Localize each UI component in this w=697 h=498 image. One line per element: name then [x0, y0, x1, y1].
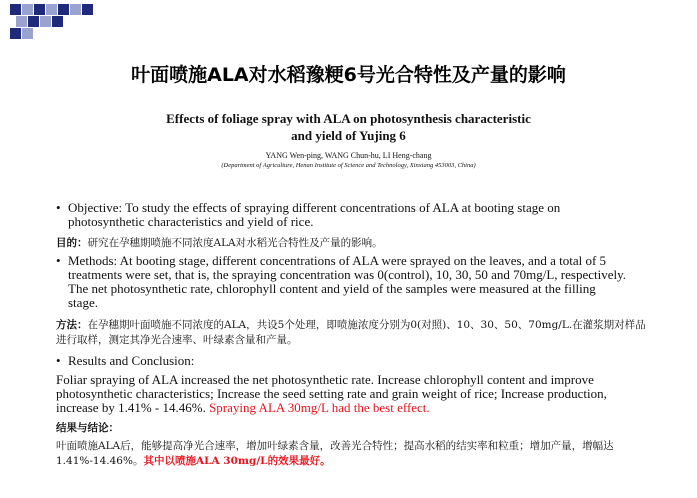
- decorative-square: [22, 4, 33, 15]
- results-zh-label: 结果与结论：: [56, 422, 119, 434]
- decorative-square: [52, 16, 63, 27]
- objective-zh-text: 研究在孕穗期喷施不同浓度ALA对水稻光合特性及产量的影响。: [87, 237, 383, 249]
- paper-title-line-2: and yield of Yujing 6: [291, 128, 406, 143]
- decorative-squares: [0, 0, 130, 40]
- methods-zh-label: 方法：: [56, 319, 88, 331]
- methods-zh: [56, 318, 646, 348]
- decorative-square: [58, 4, 69, 15]
- results-heading: [56, 354, 628, 368]
- results-zh-highlight: 其中以喷施ALA 30mg/L的效果最好。: [143, 455, 331, 467]
- objective-zh-label: 目的：: [56, 237, 88, 249]
- decorative-square: [10, 4, 21, 15]
- objective-en-text: Objective: To study the effects of spraying different concentrations of ALA at booting stage on photosynthetic characteristics and yield of rice.: [68, 200, 561, 229]
- results-heading-text: Results and Conclusion:: [68, 353, 195, 368]
- decorative-square: [16, 16, 27, 27]
- results-en: [56, 373, 646, 415]
- results-en-text: Foliar spraying of ALA increased the net photosynthetic rate. Increase chlorophyll content and improve photosynthetic characteristics; Increase the seed setting rate and grain weight of rice; Increase production, increase by 1.41% - 14.46%.: [56, 372, 607, 415]
- paper-title-line-1: Effects of foliage spray with ALA on photosynthesis characteristic: [166, 111, 531, 126]
- decorative-square: [40, 16, 51, 27]
- objective-en: [56, 201, 628, 229]
- methods-en: [56, 254, 628, 310]
- results-zh: [56, 439, 646, 469]
- decorative-square: [70, 4, 81, 15]
- objective-zh: [56, 236, 646, 251]
- methods-en-text: Methods: At booting stage, different concentrations of ALA were sprayed on the leaves, and a total of 5 treatments were set, that is, the spraying concentration was 0(control), 10, 30, 50 and 70mg/L, respectively. The net photosynthetic rate, chlorophyll content and yield of the samples were measured at the filling stage.: [68, 253, 626, 310]
- slide-title: 叶面喷施ALA对水稻豫粳6号光合特性及产量的影响: [131, 64, 566, 86]
- paper-title: [0, 110, 697, 144]
- decorative-square: [46, 4, 57, 15]
- decorative-square: [34, 4, 45, 15]
- decorative-square: [82, 4, 93, 15]
- bullet-dot: •: [56, 353, 61, 368]
- results-en-highlight: Spraying ALA 30mg/L had the best effect.: [209, 400, 430, 415]
- results-zh-text: 叶面喷施ALA后，能够提高净光合速率，增加叶绿素含量，改善光合特性；提高水稻的结实率和粒重；增加产量，增幅达1.41%-14.46%。: [56, 440, 614, 467]
- bullet-dot: •: [56, 253, 61, 268]
- decorative-square: [28, 16, 39, 27]
- bullet-dot: •: [56, 200, 61, 215]
- decorative-square: [22, 28, 33, 39]
- paper-affiliation: (Department of Agriculture, Henan Institute of Science and Technology, Xinxiang 453003, China): [221, 162, 476, 169]
- paper-authors: YANG Wen-ping, WANG Chun-hu, LI Heng-chang: [265, 151, 432, 160]
- methods-zh-text: 在孕穗期叶面喷施不同浓度的ALA，共设5个处理，即喷施浓度分别为0(对照)、10、30、50、70mg/L.在灌浆期对样品进行取样，测定其净光合速率、叶绿素含量和产量。: [56, 319, 646, 346]
- decorative-square: [10, 28, 21, 39]
